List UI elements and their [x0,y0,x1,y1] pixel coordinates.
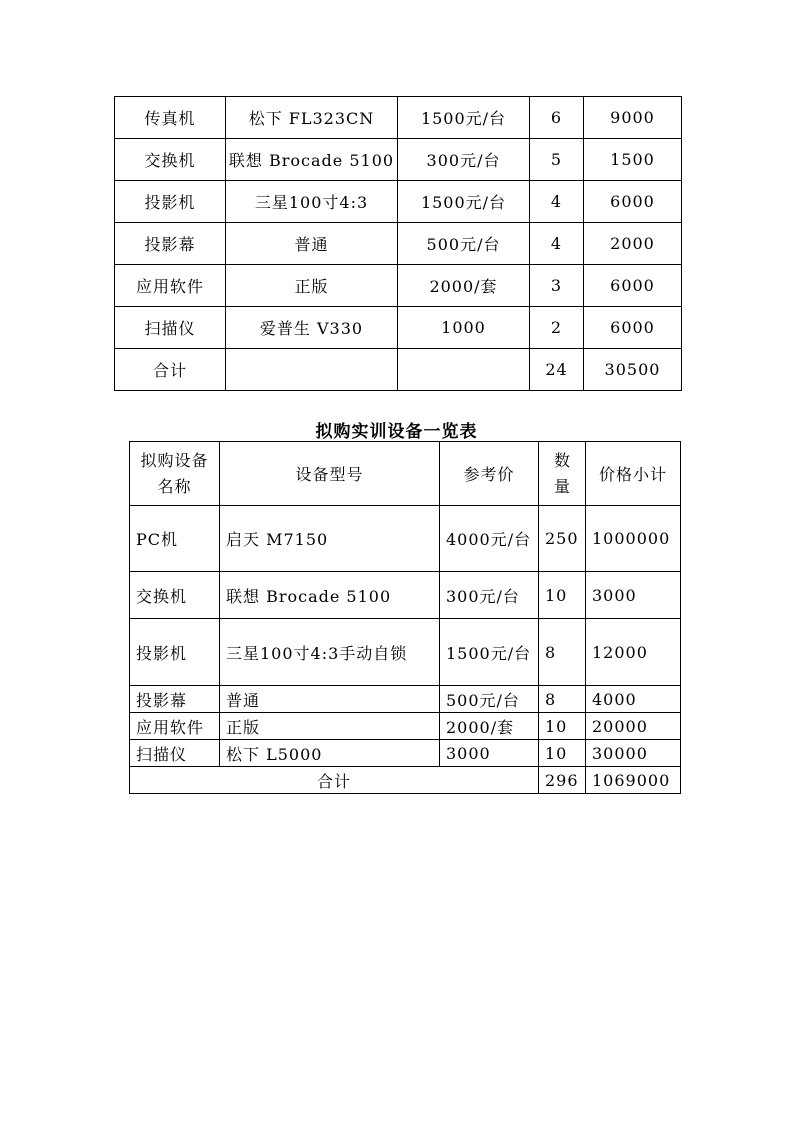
quantity: 10 [539,572,586,619]
quantity: 6 [530,97,584,139]
unit-price: 1000 [398,307,530,349]
unit-price: 1500元/台 [398,97,530,139]
subtotal: 6000 [584,265,682,307]
table-row [130,572,681,619]
unit-price: 500元/台 [398,223,530,265]
quantity: 8 [539,619,586,686]
table-title: 拟购实训设备一览表 [315,422,478,442]
subtotal: 12000 [586,619,681,686]
equipment-name: PC机 [130,506,220,572]
table-row [115,265,682,307]
unit-price: 300元/台 [398,139,530,181]
equipment-name: 扫描仪 [115,307,226,349]
equipment-name: 扫描仪 [130,740,220,767]
equipment-model: 联想 Brocade 5100 [226,139,398,181]
total-quantity: 296 [539,767,586,794]
empty-cell [398,349,530,391]
header-qty: 数量 [539,442,586,506]
equipment-model: 联想 Brocade 5100 [220,572,440,619]
equipment-name: 投影机 [130,619,220,686]
subtotal: 2000 [584,223,682,265]
table-row [130,619,681,686]
equipment-model: 三星100寸4:3 [226,181,398,223]
total-row [115,349,682,391]
table-row [115,139,682,181]
table-row [115,223,682,265]
equipment-name: 投影机 [115,181,226,223]
table-row [130,686,681,713]
unit-price: 500元/台 [440,686,539,713]
equipment-table-existing [114,96,682,391]
subtotal: 30000 [586,740,681,767]
quantity: 5 [530,139,584,181]
equipment-name: 投影幕 [115,223,226,265]
subtotal: 4000 [586,686,681,713]
equipment-name: 应用软件 [130,713,220,740]
header-price: 参考价 [440,442,539,506]
total-row [130,767,681,794]
equipment-model: 爱普生 V330 [226,307,398,349]
header-row [130,442,681,506]
quantity: 10 [539,740,586,767]
unit-price: 300元/台 [440,572,539,619]
table-row [130,740,681,767]
unit-price: 3000 [440,740,539,767]
total-label: 合计 [130,767,539,794]
subtotal: 1000000 [586,506,681,572]
empty-cell [226,349,398,391]
equipment-table-planned [129,441,681,794]
header-model: 设备型号 [220,442,440,506]
equipment-model: 普通 [220,686,440,713]
equipment-model: 启天 M7150 [220,506,440,572]
subtotal: 3000 [586,572,681,619]
equipment-model: 松下 L5000 [220,740,440,767]
quantity: 4 [530,181,584,223]
table-row [115,307,682,349]
unit-price: 1500元/台 [440,619,539,686]
quantity: 3 [530,265,584,307]
table-row [130,713,681,740]
equipment-name: 交换机 [115,139,226,181]
table-row [115,97,682,139]
total-label: 合计 [115,349,226,391]
unit-price: 4000元/台 [440,506,539,572]
subtotal: 6000 [584,307,682,349]
unit-price: 2000/套 [398,265,530,307]
quantity: 10 [539,713,586,740]
equipment-name: 应用软件 [115,265,226,307]
equipment-model: 三星100寸4:3手动自锁 [220,619,440,686]
unit-price: 1500元/台 [398,181,530,223]
unit-price: 2000/套 [440,713,539,740]
subtotal: 20000 [586,713,681,740]
total-amount: 30500 [584,349,682,391]
quantity: 2 [530,307,584,349]
total-amount: 1069000 [586,767,681,794]
equipment-name: 投影幕 [130,686,220,713]
equipment-model: 普通 [226,223,398,265]
total-quantity: 24 [530,349,584,391]
header-subtotal: 价格小计 [586,442,681,506]
table-row [115,181,682,223]
subtotal: 6000 [584,181,682,223]
equipment-name: 交换机 [130,572,220,619]
quantity: 4 [530,223,584,265]
equipment-name: 传真机 [115,97,226,139]
quantity: 250 [539,506,586,572]
equipment-model: 正版 [220,713,440,740]
equipment-model: 松下 FL323CN [226,97,398,139]
subtotal: 1500 [584,139,682,181]
table-row [130,506,681,572]
quantity: 8 [539,686,586,713]
subtotal: 9000 [584,97,682,139]
header-name: 拟购设备名称 [130,442,220,506]
equipment-model: 正版 [226,265,398,307]
